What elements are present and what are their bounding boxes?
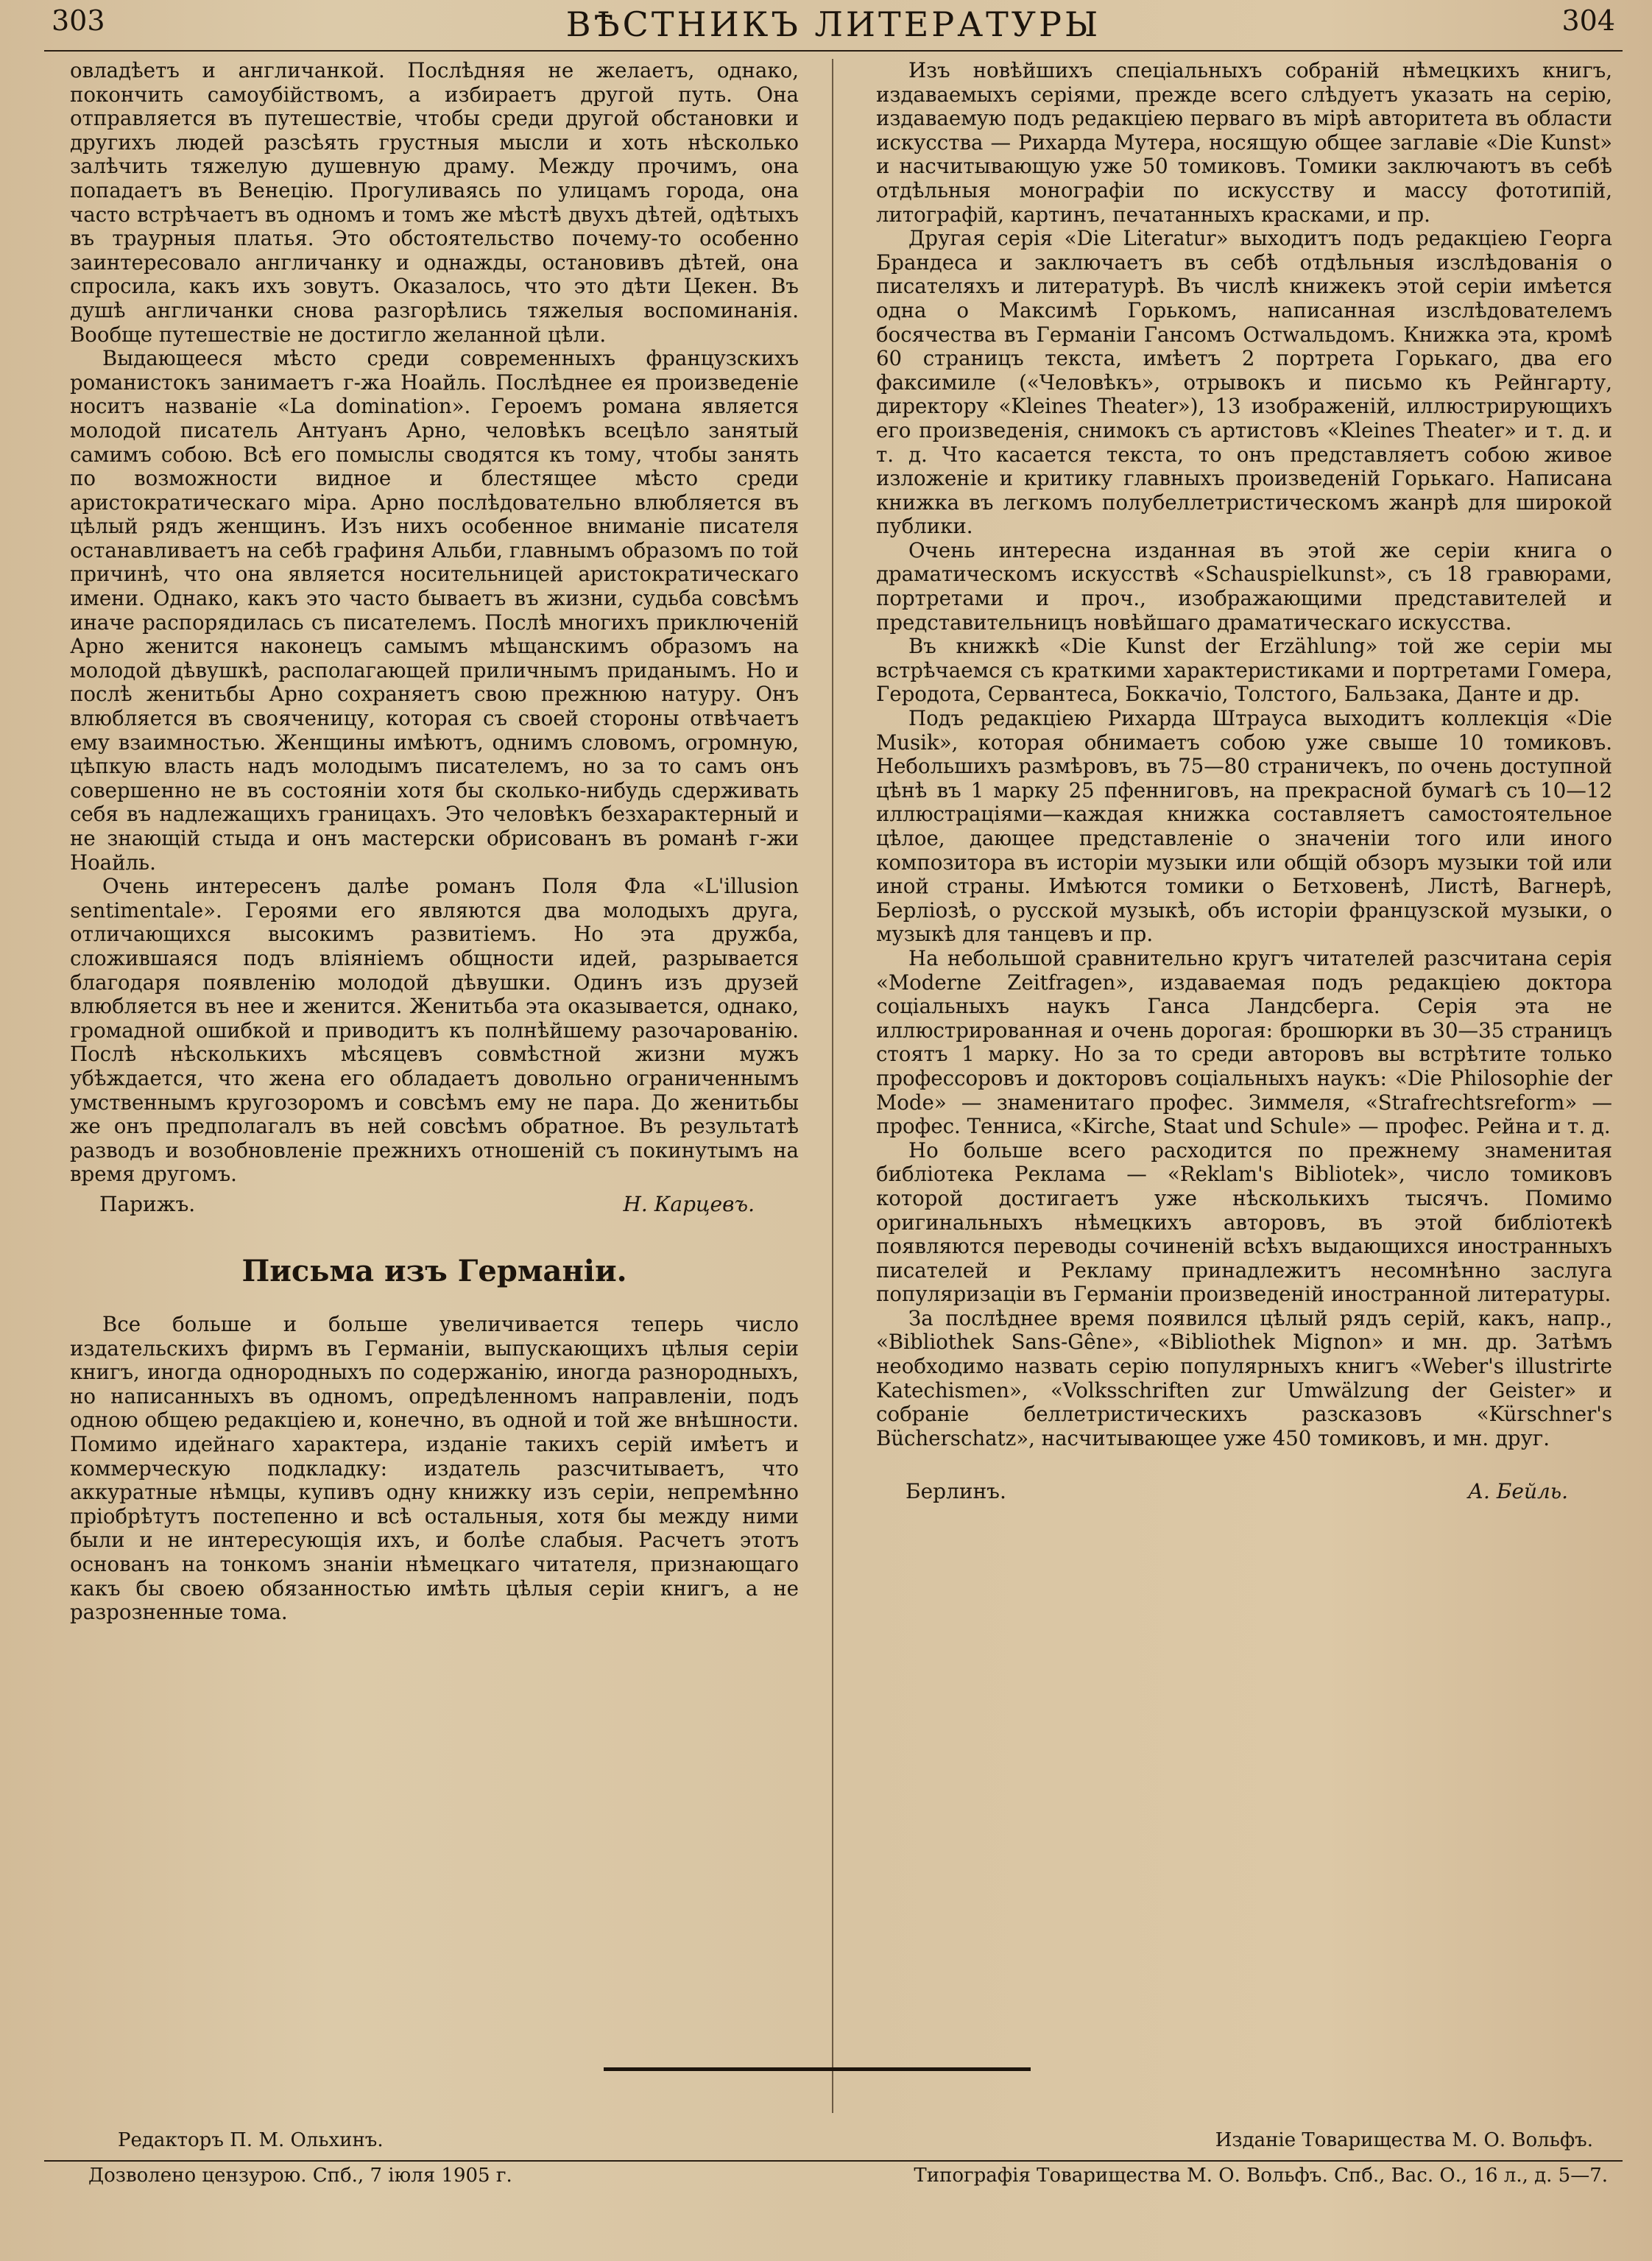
paragraph: Въ книжкѣ «Die Kunst der Erzählung» той же серіи мы встрѣчаемся съ краткими характеристиками и портретами Гомера, Геродота, Сервантеса, Боккачіо, Толстого, Бальзака, Данте и др. — [876, 634, 1612, 707]
author-signature: А. Бейль. — [1467, 1479, 1568, 1504]
place-of-writing: Берлинъ. — [906, 1479, 1006, 1504]
left-column — [70, 59, 799, 1625]
column-divider — [832, 59, 833, 2113]
censorship-note: Дозволено цензурою. Спб., 7 іюля 1905 г. — [88, 2165, 512, 2187]
signature-line — [70, 1193, 799, 1217]
page-number-right: 304 — [1561, 4, 1615, 37]
paragraph: За послѣднее время появился цѣлый рядъ серій, какъ, напр., «Bibliothek Sans-Gêne», «Bibliothek Mignon» и мн. др. Затѣмъ необходимо назвать серію популярныхъ книгъ «Weber's illustrirte Katechismen», «Volksschriften zur Umwälzung der Geister» и собраніе беллетристическихъ разсказовъ «Kürschner's Bücherschatz», насчитывающее уже 450 томиковъ, и мн. друг. — [876, 1305, 1612, 1450]
footer-imprint — [44, 2165, 1623, 2187]
paragraph: Но больше всего расходится по прежнему знаменитая библіотека Реклама — «Reklam's Bibliotek», число томиковъ которой достигаетъ уже нѣсколькихъ тысячъ. Помимо оригинальныхъ нѣмецкихъ авторовъ, въ этой библіотекѣ появляются переводы сочиненій всѣхъ выдающихся иностранныхъ писателей и Рекламу принадлежитъ несомнѣнно заслуга популяризаціи въ Германіи произведеній иностранной литературы. — [876, 1137, 1612, 1307]
editor-credit: Редакторъ П. М. Ольхинъ. — [118, 2129, 384, 2151]
paragraph: Очень интересенъ далѣе романъ Поля Фла «L'illusion sentimentale». Героями его являются два молодыхъ друга, отличающихся высокимъ развитіемъ. Но эта дружба, сложившаяся подъ вліяніемъ общности идей, разрывается благодаря появленію молодой дѣвушки. Одинъ изъ друзей влюбляется въ нее и женится. Женитьба эта оказывается, однако, громадной ошибкой и приводитъ къ полнѣйшему разочарованію. Послѣ нѣсколькихъ мѣсяцевъ совмѣстной жизни мужъ убѣждается, что жена его обладаетъ довольно ограниченнымъ умственнымъ кругозоромъ и совсѣмъ ему не пара. До женитьбы же онъ предполагалъ въ ней совсѣмъ обратное. Въ результатѣ разводъ и возобновленіе прежнихъ отношеній съ покинутымъ на время другомъ. — [70, 874, 799, 1187]
header-rule — [44, 50, 1623, 52]
section-title: Письма изъ Германіи. — [241, 1253, 627, 1288]
journal-title: ВѢСТНИКЪ ЛИТЕРАТУРЫ — [565, 4, 1101, 44]
publisher-credit: Изданіе Товарищества М. О. Вольфъ. — [1215, 2129, 1593, 2151]
paragraph: На небольшой сравнительно кругъ читателей разсчитана серія «Moderne Zeitfragen», издаваемая подъ редакціею доктора соціальныхъ наукъ Ганса Ландсберга. Серія эта не иллюстрированная и очень дорогая: брошюрки въ 30—35 страницъ стоятъ 1 марку. Но за то среди авторовъ вы встрѣтите только профессоровъ и докторовъ соціальныхъ наукъ: «Die Philosophie der Mode» — знаменитаго профес. Зиммеля, «Strafrechtsreform» — профес. Тенниса, «Kirche, Staat und Schule» — профес. Рейна и т. д. — [876, 945, 1612, 1139]
signature-line — [876, 1480, 1612, 1504]
page-number-left: 303 — [52, 4, 105, 37]
paragraph: Очень интересна изданная въ этой же серіи книга о драматическомъ искусствѣ «Schauspielkunst», съ 18 гравюрами, портретами и проч., изображающими представителей и представительницъ новѣйшаго драматическаго искусства. — [876, 537, 1612, 635]
paragraph: Другая серія «Die Literatur» выходитъ подъ редакціею Георга Брандеса и заключаетъ въ себѣ отдѣльныя изслѣдованія о писателяхъ и литературѣ. Въ числѣ книжекъ этой серіи имѣется одна о Максимѣ Горькомъ, написанная изслѣдователемъ босячества въ Германіи Гансомъ Остwальдомъ. Книжка эта, кромѣ 60 страницъ текста, имѣетъ 2 портрета Горькаго, два его факсимиле («Человѣкъ», отрывокъ и письмо къ Рейнгарту, директору «Kleines Theater»), 13 изображеній, иллюстрирующихъ его произведенія, снимокъ съ артистовъ «Kleines Theater» и т. д. и т. д. Что касается текста, то онъ представляетъ собою живое изложеніе и критику главныхъ произведеній Горькаго. Написана книжка въ легкомъ полубеллетристическомъ жанрѣ для широкой публики. — [876, 226, 1612, 539]
paragraph: Подъ редакціею Рихарда Штрауса выходитъ коллекція «Die Musik», которая обнимаетъ собою уже свыше 10 томиковъ. Небольшихъ размѣровъ, въ 75—80 страничекъ, по очень доступной цѣнѣ въ 1 марку 25 пфенниговъ, на прекрасной бумагѣ съ 10—12 иллюстраціями—каждая книжка составляетъ самостоятельное цѣлое, дающее представленіе о значеніи того или иного композитора въ исторіи музыки или общій обзоръ музыки той или иной страны. Имѣются томики о Бетховенѣ, Листѣ, Вагнерѣ, Берліозѣ, о русской музыкѣ, объ исторіи французской музыки, о музыкѣ для танцевъ и пр. — [876, 706, 1612, 947]
page-header — [44, 4, 1623, 56]
page-footer — [44, 2129, 1623, 2187]
closing-rule — [604, 2067, 1031, 2071]
footer-credits — [44, 2129, 1623, 2159]
paragraph: Выдающееся мѣсто среди современныхъ французскихъ романистокъ занимаетъ г-жа Ноайль. Послѣднее ея произведеніе носитъ названіе «La domination». Героемъ романа является молодой писатель Антуанъ Арно, человѣкъ всецѣло занятый самимъ собою. Всѣ его помыслы сводятся къ тому, чтобы занять по возможности видное и блестящее мѣсто среди аристократическаго міра. Арно послѣдовательно влюбляется въ цѣлый рядъ женщинъ. Изъ нихъ особенное вниманіе писателя останавливаетъ на себѣ графиня Альби, главнымъ образомъ по той причинѣ, что она является носительницей аристократическаго имени. Однако, какъ это часто бываетъ въ жизни, судьба совсѣмъ иначе распорядилась съ писателемъ. Послѣ многихъ приключеній Арно женится наконецъ самымъ мѣщанскимъ образомъ на молодой дѣвушкѣ, располагающей приличнымъ приданымъ. Но и послѣ женитьбы Арно сохраняетъ свою прежнюю натуру. Онъ влюбляется въ свояченицу, которая съ своей стороны отвѣчаетъ ему взаимностью. Женщины имѣютъ, однимъ словомъ, огромную, цѣпкую власть надъ молодымъ писателемъ, но за то самъ онъ совершенно не въ состояніи хотя бы сколько-нибудь сдерживать себя въ надлежащихъ границахъ. Это человѣкъ безхарактерный и не знающій стыда и онъ мастерски обрисованъ въ романѣ г-жи Ноайль. — [70, 346, 799, 875]
printer-note: Типографія Товарищества М. О. Вольфъ. Спб., Вас. О., 16 л., д. 5—7. — [914, 2165, 1608, 2187]
paragraph: Изъ новѣйшихъ спеціальныхъ собраній нѣмецкихъ книгъ, издаваемыхъ серіями, прежде всего слѣдуетъ указать на серію, издаваемую подъ редакціею перваго въ мірѣ авторитета въ области искусства — Рихарда Мутера, носящую общее заглавіе «Die Kunst» и насчитывающую уже 50 томиковъ. Томики заключаютъ въ себѣ отдѣльныя монографіи по искусству и массу фототипій, литографій, картинъ, печатанныхъ красками, и пр. — [876, 58, 1612, 227]
paragraph: овладѣетъ и англичанкой. Послѣдняя не желаетъ, однако, покончить самоубійствомъ, а избираетъ другой путь. Она отправляется въ путешествіе, чтобы среди другой обстановки и другихъ людей разсѣять грустныя мысли и хоть нѣсколько залѣчить тяжелую душевную драму. Между прочимъ, она попадаетъ въ Венецію. Прогуливаясь по улицамъ города, она часто встрѣчаетъ въ одномъ и томъ же мѣстѣ двухъ дѣтей, одѣтыхъ въ траурныя платья. Это обстоятельство почему-то особенно заинтересовало англичанку и однажды, остановивъ дѣтей, она спросила, какъ ихъ зовутъ. Оказалось, что это дѣти Цекен. Въ душѣ англичанки снова разгорѣлись тяжелыя воспоминанія. Вообще путешествіе не достигло желанной цѣли. — [70, 58, 799, 347]
author-signature: Н. Карцевъ. — [623, 1191, 755, 1216]
paragraph: Все больше и больше увеличивается теперь число издательскихъ фирмъ въ Германіи, выпускающихъ цѣлыя серіи книгъ, иногда однородныхъ по содержанію, иногда разнородныхъ, но написанныхъ въ одномъ, опредѣленномъ направленіи, подъ одною общею редакціею и, конечно, въ одной и той же внѣшности. Помимо идейнаго характера, изданіе такихъ серій имѣетъ и коммерческую подкладку: издатель разсчитываетъ, что аккуратные нѣмцы, купивъ одну книжку изъ серіи, непремѣнно пріобрѣтутъ постепенно и всѣ остальныя, хотя бы между ними были и не интересующія ихъ, и болѣе слабыя. Расчетъ этотъ основанъ на тонкомъ знаніи нѣмецкаго читателя, признающаго какъ бы своею обязанностью имѣть цѣлыя серіи книгъ, а не разрозненные тома. — [70, 1312, 799, 1625]
right-column — [876, 59, 1612, 1504]
footer-rule — [44, 2160, 1623, 2162]
place-of-writing: Парижъ. — [99, 1191, 196, 1216]
